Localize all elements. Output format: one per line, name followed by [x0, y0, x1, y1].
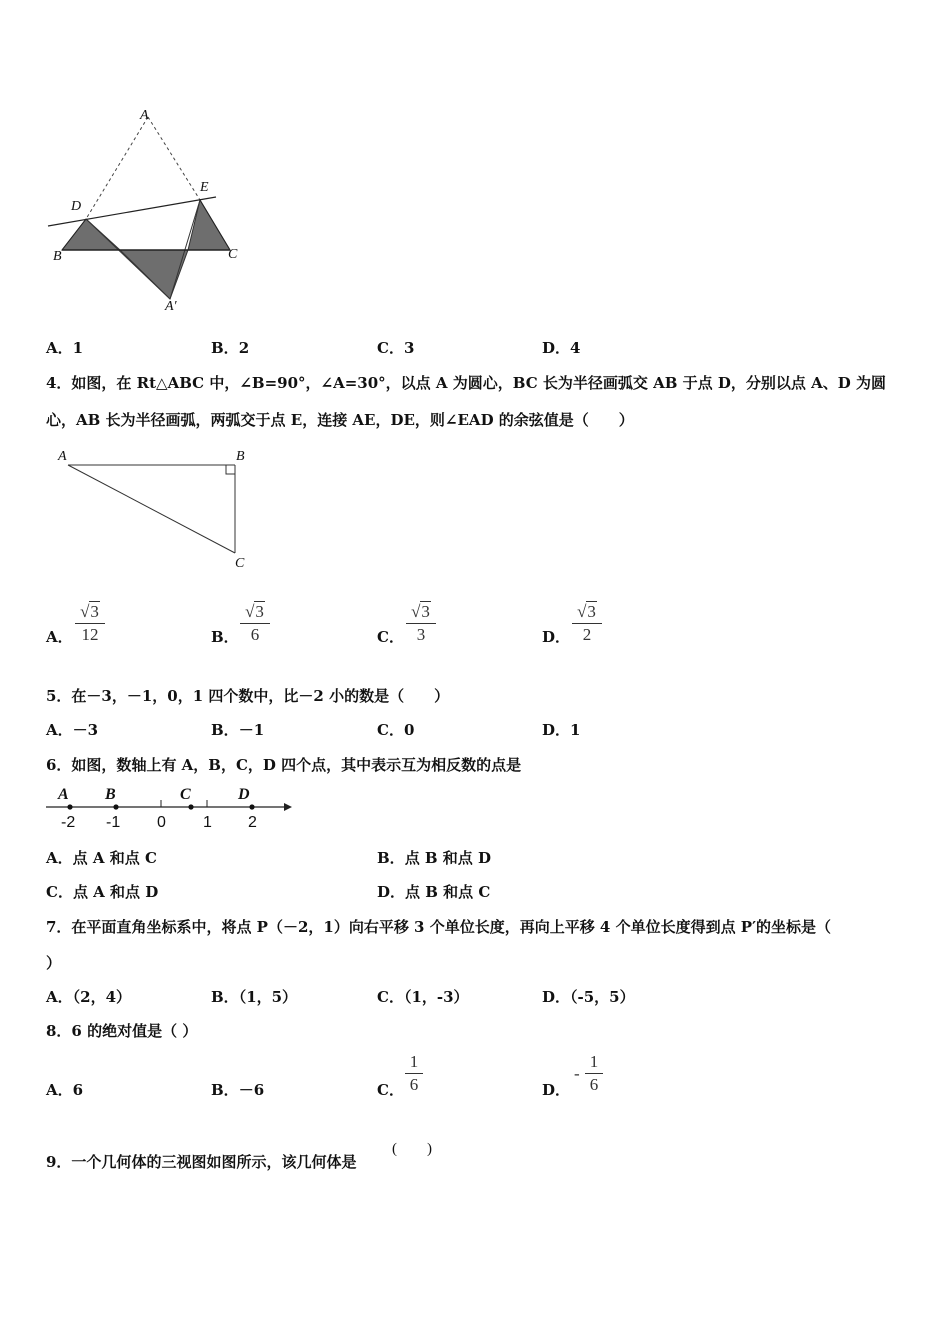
- q4-label-C: C: [235, 556, 245, 571]
- q9-answer-paren: ( ): [392, 1141, 432, 1157]
- q6-number-line: [44, 795, 294, 815]
- q3-label-E: E: [200, 180, 209, 195]
- q3-label-D: D: [71, 199, 82, 214]
- q3-option-a: A．1: [46, 339, 84, 357]
- q3-option-c: C．3: [377, 339, 415, 357]
- q6-axis-arrow: [284, 803, 292, 811]
- q3-label-A: A: [140, 108, 149, 123]
- q4-a-radicand: 3: [90, 602, 99, 621]
- q8-c-denominator: 6: [409, 1075, 419, 1094]
- q6-point-A: [67, 804, 72, 809]
- q8-d-denominator: 6: [589, 1075, 599, 1094]
- q4-label-B: B: [236, 449, 245, 464]
- q4-option-c-fraction: √3 3: [406, 602, 436, 645]
- q6-point-C: [188, 804, 193, 809]
- q6-point-D: [249, 804, 254, 809]
- q3-option-b: B．2: [211, 339, 250, 357]
- q4-option-b-letter: B．: [211, 628, 239, 646]
- q6-option-c: C．点 A 和点 D: [46, 883, 159, 901]
- q4-c-radicand: 3: [421, 602, 430, 621]
- q4-triangle-figure: [60, 455, 250, 565]
- q4-right-angle-mark: [226, 465, 235, 474]
- q4-b-denominator: 6: [250, 625, 260, 644]
- q4-d-denominator: 2: [582, 625, 592, 644]
- q3-shaded-right: [188, 200, 230, 250]
- q6-tick-label-1: 1: [203, 814, 212, 831]
- q8-option-b: B．－6: [211, 1081, 265, 1099]
- q3-label-C: C: [228, 247, 238, 262]
- q4-option-d-fraction: √3 2: [572, 602, 602, 645]
- q6-label-C: C: [180, 786, 191, 803]
- q3-triangle-figure: [40, 105, 240, 320]
- q6-tick-label-neg1: -1: [106, 814, 121, 831]
- q3-label-B: B: [53, 249, 62, 264]
- q8-option-a: A．6: [46, 1081, 84, 1099]
- q6-stem: 6．如图，数轴上有 A，B，C，D 四个点，其中表示互为相反数的点是: [46, 756, 522, 774]
- q6-option-d: D．点 B 和点 C: [377, 883, 491, 901]
- q5-option-a: A．－3: [46, 721, 99, 739]
- q6-tick-label-2: 2: [248, 814, 257, 831]
- q9-stem: 9．一个几何体的三视图如图所示，该几何体是: [46, 1153, 357, 1171]
- q7-option-a: A．（2，4）: [46, 988, 132, 1006]
- q3-line-AD: [86, 117, 148, 219]
- q6-tick-label-neg2: -2: [61, 814, 76, 831]
- q3-label-A-prime: A′: [165, 299, 177, 314]
- q6-label-B: B: [105, 786, 116, 803]
- q7-option-d: D．（-5，5）: [542, 988, 635, 1006]
- q4-b-radicand: 3: [255, 602, 264, 621]
- q4-option-a-fraction: √3 12: [75, 602, 105, 645]
- q4-a-denominator: 12: [81, 625, 99, 644]
- q3-option-d: D．4: [542, 339, 581, 357]
- q8-d-sign: -: [574, 1064, 580, 1083]
- q4-d-radicand: 3: [587, 602, 596, 621]
- q8-option-d-letter: D．: [542, 1081, 571, 1099]
- q8-d-numerator: 1: [589, 1052, 599, 1071]
- q5-stem: 5．在－3，－1，0，1 四个数中，比－2 小的数是（ ）: [46, 687, 450, 705]
- q8-option-c-letter: C．: [377, 1081, 404, 1099]
- q4-option-d-letter: D．: [542, 628, 571, 646]
- q4-stem-line2: 心，AB 长为半径画弧，两弧交于点 E，连接 AE，DE，则∠EAD 的余弦值是（ ）: [46, 411, 634, 429]
- q4-stem-line1: 4．如图，在 Rt△ABC 中，∠B=90°，∠A=30°，以点 A 为圆心，BC 长为半径画弧交 AB 于点 D，分别以点 A、D 为圆: [46, 374, 886, 392]
- q4-label-A: A: [58, 449, 67, 464]
- q6-option-a: A．点 A 和点 C: [46, 849, 157, 867]
- q6-label-D: D: [238, 786, 250, 803]
- q8-c-numerator: 1: [409, 1052, 419, 1071]
- q4-option-a-letter: A．: [46, 628, 73, 646]
- q8-option-c-fraction: [405, 1052, 423, 1095]
- q5-option-c: C．0: [377, 721, 415, 739]
- q7-option-c: C．（1，-3）: [377, 988, 469, 1006]
- q4-option-b-fraction: √3 6: [240, 602, 270, 645]
- q7-stem-line1: 7．在平面直角坐标系中，将点 P（－2，1）向右平移 3 个单位长度，再向上平移 4 个单位长度得到点 P′的坐标是（: [46, 918, 832, 936]
- q4-option-c-letter: C．: [377, 628, 404, 646]
- q6-label-A: A: [58, 786, 69, 803]
- q8-option-d-fraction: [585, 1052, 603, 1095]
- q7-option-b: B．（1，5）: [211, 988, 298, 1006]
- q4-c-denominator: 3: [416, 625, 426, 644]
- q5-option-d: D．1: [542, 721, 581, 739]
- q8-stem: 8．6 的绝对值是（ ）: [46, 1022, 198, 1040]
- q4-line-AC: [68, 465, 235, 553]
- q7-stem-line2: ）: [46, 954, 62, 972]
- q6-option-b: B．点 B 和点 D: [377, 849, 492, 867]
- q5-option-b: B．－1: [211, 721, 265, 739]
- q6-tick-label-0: 0: [157, 814, 166, 831]
- q3-line-AE: [148, 117, 200, 200]
- q6-point-B: [113, 804, 118, 809]
